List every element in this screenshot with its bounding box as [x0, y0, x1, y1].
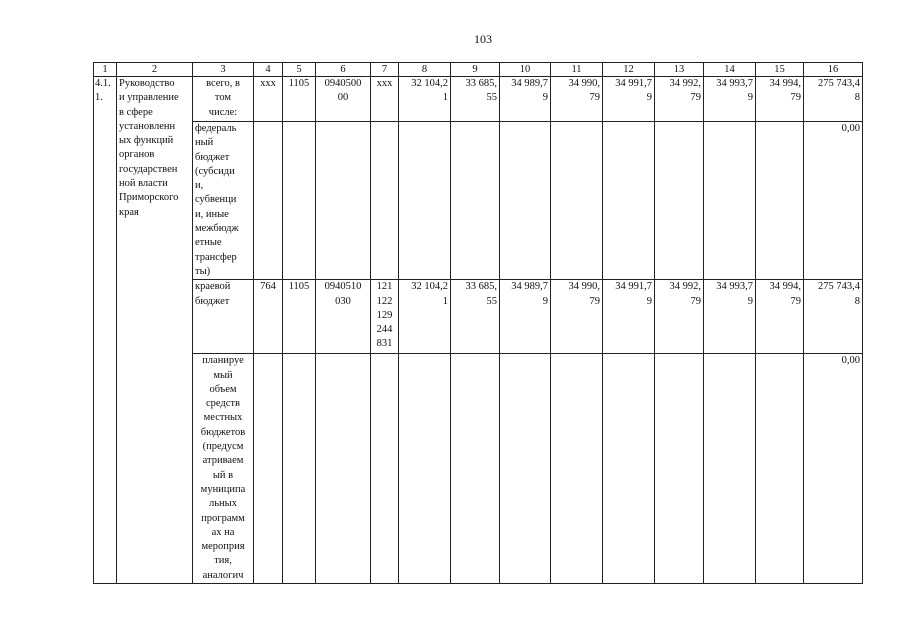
funding-source-line: средств	[206, 398, 240, 410]
amount-year-8-line: 79	[790, 92, 801, 104]
amount-year-7	[704, 122, 756, 280]
amount-year-3	[500, 77, 551, 122]
amount-year-1	[399, 280, 451, 354]
amount-year-9-line: 0,00	[841, 355, 860, 367]
column-header-12: 12	[603, 63, 655, 77]
amount-year-7-line: 9	[747, 295, 753, 307]
code-ministry	[254, 354, 283, 584]
item-number-line: 4.1.	[95, 78, 111, 89]
funding-source-line: межбюдж	[195, 223, 239, 235]
column-header-2: 2	[117, 63, 193, 77]
amount-year-9	[804, 122, 863, 280]
amount-year-4	[551, 77, 603, 122]
amount-year-9	[804, 280, 863, 354]
code-target-article	[316, 77, 371, 122]
amount-year-2	[451, 280, 500, 354]
amount-year-2-line: 55	[486, 295, 497, 307]
funding-source-line: ты)	[195, 265, 211, 277]
amount-year-2-line: 33 685,	[465, 281, 497, 293]
amount-year-4-line: 79	[589, 92, 600, 104]
amount-year-4-line: 34 990,	[568, 281, 600, 293]
header-row	[94, 63, 863, 77]
funding-source-line: аналогич	[202, 569, 244, 581]
amount-year-4	[551, 280, 603, 354]
amount-year-8	[756, 77, 804, 122]
amount-year-9-line: 275 743,4	[818, 78, 860, 89]
column-header-15: 15	[756, 63, 804, 77]
item-name-line: и управление	[119, 92, 179, 104]
funding-source-line: бюджет	[195, 295, 230, 307]
column-header-13: 13	[655, 63, 704, 77]
amount-year-3	[500, 122, 551, 280]
amount-year-4	[551, 354, 603, 584]
funding-source-line: объем	[209, 383, 237, 395]
code-expense-type-line: 122	[376, 295, 393, 307]
amount-year-6	[655, 354, 704, 584]
amount-year-9	[804, 354, 863, 584]
page-number: 103	[474, 32, 492, 46]
funding-source-line: субвенци	[195, 194, 237, 206]
code-target-article	[316, 280, 371, 354]
table-row	[94, 122, 863, 280]
amount-year-9-line: 8	[854, 92, 860, 104]
code-expense-type-line: 129	[376, 309, 393, 321]
column-header-16: 16	[804, 63, 863, 77]
amount-year-7	[704, 280, 756, 354]
funding-source-line: планируе	[202, 355, 244, 367]
amount-year-6-line: 79	[690, 92, 701, 104]
funding-source	[193, 280, 254, 354]
code-target-article-line: 0940500	[324, 78, 362, 89]
amount-year-8-line: 34 994,	[769, 78, 801, 89]
column-header-9: 9	[451, 63, 500, 77]
amount-year-3-line: 34 989,7	[511, 281, 548, 293]
amount-year-5	[603, 354, 655, 584]
code-target-article	[316, 122, 371, 280]
amount-year-2-line: 33 685,	[465, 78, 497, 89]
amount-year-2-line: 55	[486, 92, 497, 104]
amount-year-8	[756, 122, 804, 280]
column-header-5: 5	[283, 63, 316, 77]
funding-source-line: атриваем	[202, 455, 244, 467]
column-header-1: 1	[94, 63, 117, 77]
code-ministry: ххх	[254, 77, 283, 122]
amount-year-8	[756, 280, 804, 354]
item-name-line: края	[119, 206, 139, 218]
amount-year-3	[500, 354, 551, 584]
amount-year-1	[399, 77, 451, 122]
code-expense-type-line: 244	[376, 324, 393, 336]
amount-year-4	[551, 122, 603, 280]
funding-source-line: и,	[195, 180, 204, 192]
amount-year-6	[655, 122, 704, 280]
funding-source-line: муниципа	[200, 483, 246, 495]
funding-source-line: местных	[203, 412, 243, 424]
column-header-11: 11	[551, 63, 603, 77]
amount-year-1	[399, 122, 451, 280]
amount-year-7-line: 34 993,7	[716, 78, 753, 89]
budget-table	[93, 62, 863, 584]
amount-year-1-line: 1	[442, 92, 448, 104]
item-name-line: государствен	[119, 163, 178, 175]
column-header-3: 3	[193, 63, 254, 77]
amount-year-6-line: 34 992,	[669, 78, 701, 89]
code-expense-type-line: 831	[376, 338, 393, 350]
amount-year-1-line: 32 104,2	[411, 281, 448, 293]
amount-year-7-line: 34 993,7	[716, 281, 753, 293]
item-name-line: установленн	[119, 120, 176, 132]
funding-source-line: том	[214, 92, 232, 104]
amount-year-1-line: 1	[442, 295, 448, 307]
amount-year-5-line: 34 991,7	[615, 78, 652, 89]
amount-year-4-line: 79	[589, 295, 600, 307]
item-name-line: ной власти	[119, 178, 168, 190]
amount-year-3	[500, 280, 551, 354]
amount-year-9	[804, 77, 863, 122]
code-section: 1105	[283, 77, 316, 122]
code-expense-type	[371, 280, 399, 354]
amount-year-9-line: 8	[854, 295, 860, 307]
amount-year-5-line: 9	[646, 295, 652, 307]
amount-year-6-line: 34 992,	[669, 281, 701, 293]
funding-source-line: етные	[195, 237, 222, 249]
item-name	[117, 77, 193, 584]
funding-source-line: (предусм	[202, 441, 244, 453]
amount-year-9-line: 275 743,4	[818, 281, 860, 293]
item-name-line: Приморского	[119, 192, 179, 204]
amount-year-2	[451, 77, 500, 122]
amount-year-5-line: 34 991,7	[615, 281, 652, 293]
item-name-line: органов	[119, 149, 155, 161]
funding-source-line: и, иные	[195, 208, 229, 220]
item-name-line: Руководство	[119, 78, 175, 89]
amount-year-6	[655, 280, 704, 354]
code-target-article-line: 030	[335, 295, 351, 307]
column-header-10: 10	[500, 63, 551, 77]
funding-source-line: ый в	[212, 469, 234, 481]
column-header-8: 8	[399, 63, 451, 77]
funding-source-line: льных	[209, 498, 237, 510]
amount-year-3-line: 9	[542, 295, 548, 307]
amount-year-9-line: 0,00	[841, 123, 860, 134]
code-section: 1105	[283, 280, 316, 354]
amount-year-1	[399, 354, 451, 584]
column-header-4: 4	[254, 63, 283, 77]
column-header-6: 6	[316, 63, 371, 77]
table-row	[94, 280, 863, 354]
funding-source-line: (субсиди	[195, 165, 235, 177]
amount-year-5	[603, 122, 655, 280]
amount-year-5-line: 9	[646, 92, 652, 104]
column-header-14: 14	[704, 63, 756, 77]
funding-source-line: бюджетов	[200, 426, 246, 438]
amount-year-2	[451, 354, 500, 584]
funding-source	[193, 77, 254, 122]
funding-source	[193, 354, 254, 584]
code-ministry: 764	[254, 280, 283, 354]
amount-year-7	[704, 77, 756, 122]
funding-source-line: трансфер	[195, 251, 237, 263]
table-row	[94, 77, 863, 122]
column-header-7: 7	[371, 63, 399, 77]
amount-year-6	[655, 77, 704, 122]
funding-source-line: программ	[201, 512, 245, 524]
code-expense-type-line: ххх	[376, 78, 393, 89]
funding-source-line: мероприя	[201, 541, 245, 553]
code-target-article	[316, 354, 371, 584]
amount-year-8-line: 79	[790, 295, 801, 307]
funding-source	[193, 122, 254, 280]
code-expense-type-line: 121	[376, 281, 393, 293]
amount-year-5	[603, 77, 655, 122]
amount-year-4-line: 34 990,	[568, 78, 600, 89]
code-expense-type	[371, 122, 399, 280]
code-target-article-line: 0940510	[324, 281, 362, 293]
code-expense-type	[371, 77, 399, 122]
code-section	[283, 122, 316, 280]
code-expense-type	[371, 354, 399, 584]
item-name-line: ых функций	[119, 135, 174, 147]
amount-year-3-line: 34 989,7	[511, 78, 548, 89]
item-number-line: 1.	[95, 92, 103, 104]
funding-source-line: бюджет	[195, 151, 230, 163]
code-target-article-line: 00	[337, 92, 349, 104]
amount-year-8-line: 34 994,	[769, 281, 801, 293]
funding-source-line: мый	[213, 369, 233, 381]
amount-year-2	[451, 122, 500, 280]
funding-source-line: ах на	[211, 526, 235, 538]
funding-source-line: ный	[195, 137, 214, 149]
code-section	[283, 354, 316, 584]
amount-year-5	[603, 280, 655, 354]
funding-source-line: краевой	[195, 281, 231, 293]
funding-source-line: всего, в	[206, 78, 240, 89]
amount-year-1-line: 32 104,2	[411, 78, 448, 89]
code-ministry	[254, 122, 283, 280]
amount-year-3-line: 9	[542, 92, 548, 104]
table-row	[94, 354, 863, 584]
item-name-line: в сфере	[119, 106, 153, 118]
amount-year-6-line: 79	[690, 295, 701, 307]
funding-source-line: тия,	[214, 555, 232, 567]
item-number	[94, 77, 117, 584]
amount-year-7-line: 9	[747, 92, 753, 104]
amount-year-8	[756, 354, 804, 584]
amount-year-7	[704, 354, 756, 584]
funding-source-line: числе:	[208, 106, 238, 118]
funding-source-line: федераль	[195, 123, 237, 134]
